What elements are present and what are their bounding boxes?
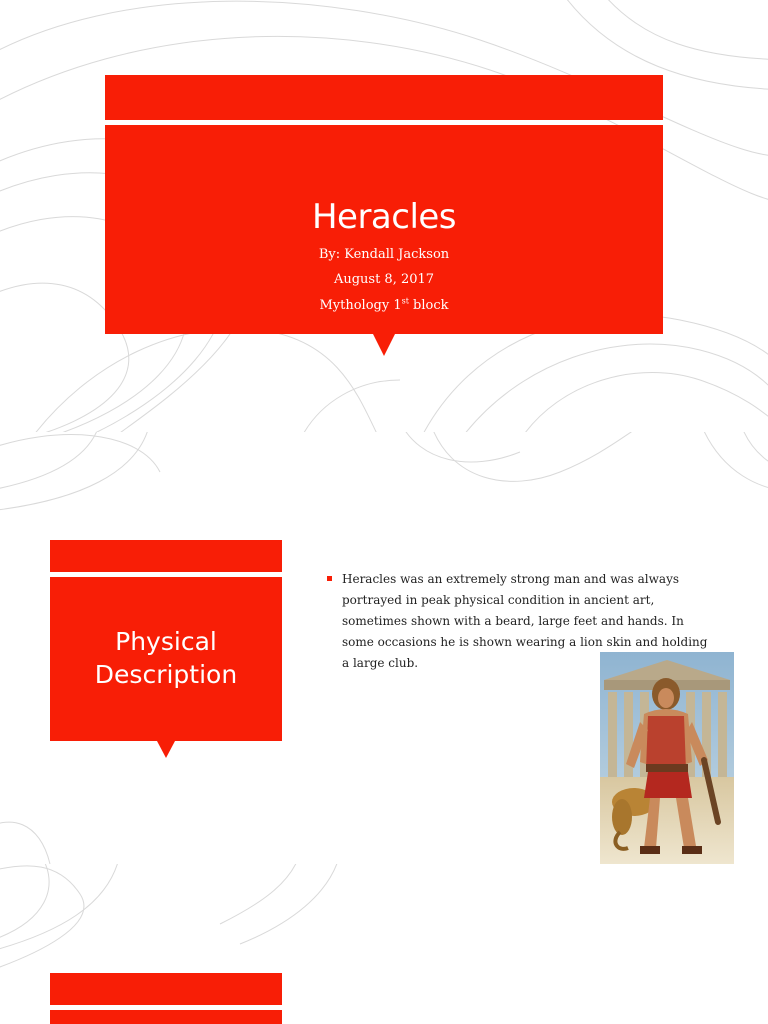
heading-line-2: Description <box>94 660 238 689</box>
title-accent-bar <box>105 75 663 120</box>
slide-next <box>0 864 768 1024</box>
bullet-marker <box>327 576 332 581</box>
heading-panel <box>50 1010 282 1024</box>
date-line: August 8, 2017 <box>333 272 435 287</box>
slide-title <box>0 0 768 432</box>
class-suffix: block <box>408 298 449 313</box>
heading-accent-bar <box>50 540 282 572</box>
class-superscript: st <box>401 296 409 306</box>
class-line <box>105 298 663 313</box>
author-line: By: Kendall Jackson <box>318 247 450 262</box>
slide-title-text: Heracles <box>311 197 457 237</box>
bullet-item: Heracles was an extremely strong man and was always portrayed in peak physical condition in ancient art, sometimes shown with a beard, large feet and hands. In some occasions he is shown wearing a lion skin and holding a large club. <box>342 572 708 670</box>
heading-accent-bar <box>50 973 282 1005</box>
heading-panel <box>50 577 282 741</box>
slide-heading <box>50 625 282 691</box>
heracles-illustration <box>600 652 734 864</box>
heading-pointer <box>157 741 175 758</box>
banner-pointer <box>373 334 395 356</box>
slide-physical-description <box>0 432 768 864</box>
class-prefix: Mythology 1 <box>319 298 402 313</box>
heading-line-1: Physical <box>115 627 217 656</box>
title-banner <box>105 125 663 334</box>
